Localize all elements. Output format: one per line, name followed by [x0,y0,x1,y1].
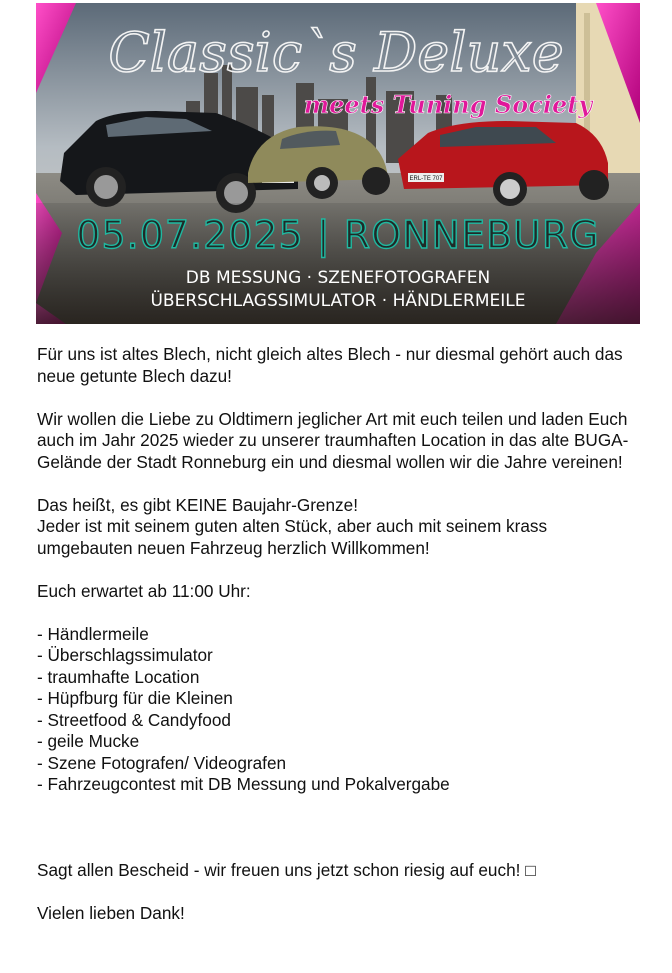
banner-date-location: 05.07.2025 | RONNEBURG [76,213,600,257]
banner-line-1: DB MESSUNG · SZENEFOTOGRAFEN [185,268,491,288]
no-year-limit-line: Das heißt, es gibt KEINE Baujahr-Grenze! [37,494,358,515]
banner-subtitle: meets Tuning Society [303,90,593,119]
banner-graphic [36,3,640,324]
list-item: - Szene Fotografen/ Videografen [37,752,287,773]
plate-right: ERL-TE 707 [409,176,443,182]
attractions-list [37,624,647,796]
list-item: - Fahrzeugcontest mit DB Messung und Pokalvergabe [37,774,450,794]
thanks-line: Vielen lieben Dank! [37,903,185,923]
intro-paragraph: Für uns ist altes Blech, nicht gleich altes Blech - nur diesmal gehört auch das neue getunte Blech dazu! [37,344,623,386]
list-item: - Streetfood & Candyfood [37,709,231,730]
event-banner [36,3,640,324]
banner-line-2: ÜBERSCHLAGSSIMULATOR · HÄNDLERMEILE [150,291,526,311]
event-description [37,344,647,925]
schedule-intro: Euch erwartet ab 11:00 Uhr: [37,580,251,601]
list-item: - Händlermeile [37,623,149,644]
welcome-paragraph: Jeder ist mit seinem guten alten Stück, aber auch mit seinem krass umgebauten neuen Fahrzeug herzlich Willkommen! [37,516,548,558]
list-item: - Überschlagssimulator [37,645,213,665]
list-item: - traumhafte Location [37,666,200,687]
list-item: - geile Mucke [37,731,140,751]
closing-line: Sagt allen Bescheid - wir freuen uns jetzt schon riesig auf euch! □ [37,860,536,880]
list-item: - Hüpfburg für die Kleinen [37,688,233,708]
invitation-paragraph: Wir wollen die Liebe zu Oldtimern jeglicher Art mit euch teilen und laden Euch auch im Jahr 2025 wieder zu unserer traumhaften Location in das alte BUGA-Gelände der Stadt Ronneburg ein und diesmal wollen wir die Jahre vereinen! [37,408,629,472]
banner-title: Classic`s Deluxe [108,21,564,84]
